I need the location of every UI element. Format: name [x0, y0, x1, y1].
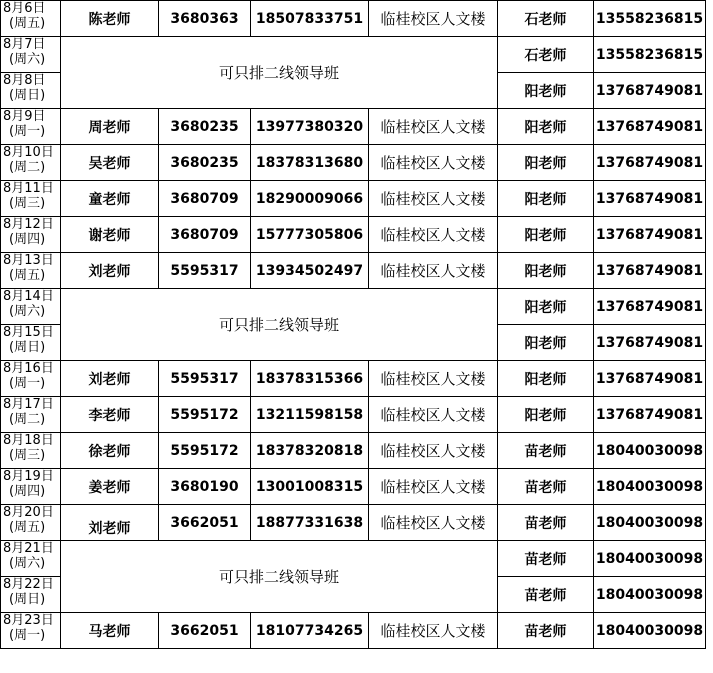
duty-teacher: 刘老师	[61, 361, 159, 397]
date-cell	[1, 289, 61, 325]
weekday-text: (周三)	[9, 448, 46, 463]
office-extension: 3662051	[159, 505, 251, 541]
mobile-phone: 15777305806	[251, 217, 369, 253]
leader-phone: 13768749081	[594, 181, 706, 217]
leader-phone: 13768749081	[594, 361, 706, 397]
mobile-phone: 13977380320	[251, 109, 369, 145]
leader-phone: 13558236815	[594, 1, 706, 37]
duty-teacher: 陈老师	[61, 1, 159, 37]
duty-teacher: 马老师	[61, 613, 159, 649]
date-text: 8月9日	[3, 109, 46, 124]
duty-teacher: 童老师	[61, 181, 159, 217]
leader-name: 阳老师	[498, 109, 594, 145]
date-text: 8月17日	[3, 397, 54, 412]
weekday-text: (周五)	[9, 16, 46, 31]
date-cell	[1, 325, 61, 361]
date-text: 8月12日	[3, 217, 54, 232]
duty-teacher: 刘老师	[61, 505, 159, 541]
leader-phone: 13768749081	[594, 109, 706, 145]
leader-phone: 18040030098	[594, 505, 706, 541]
leader-name: 阳老师	[498, 145, 594, 181]
date-text: 8月7日	[3, 37, 46, 52]
date-text: 8月21日	[3, 541, 54, 556]
merged-note: 可只排二线领导班	[61, 37, 498, 109]
date-cell	[1, 433, 61, 469]
leader-phone: 18040030098	[594, 613, 706, 649]
leader-phone: 18040030098	[594, 577, 706, 613]
office-extension: 3680190	[159, 469, 251, 505]
leader-phone: 18040030098	[594, 469, 706, 505]
weekday-text: (周四)	[9, 232, 46, 247]
duty-location: 临桂校区人文楼	[369, 109, 498, 145]
mobile-phone: 18378315366	[251, 361, 369, 397]
leader-name: 阳老师	[498, 325, 594, 361]
date-text: 8月10日	[3, 145, 54, 160]
date-text: 8月14日	[3, 289, 54, 304]
merged-note: 可只排二线领导班	[61, 541, 498, 613]
duty-location: 临桂校区人文楼	[369, 145, 498, 181]
leader-name: 阳老师	[498, 73, 594, 109]
mobile-phone: 13934502497	[251, 253, 369, 289]
office-extension: 3680235	[159, 145, 251, 181]
mobile-phone: 18107734265	[251, 613, 369, 649]
weekday-text: (周一)	[9, 124, 46, 139]
weekday-text: (周四)	[9, 484, 46, 499]
table-row	[1, 505, 706, 541]
leader-name: 石老师	[498, 1, 594, 37]
office-extension: 5595317	[159, 361, 251, 397]
table-row	[1, 145, 706, 181]
office-extension: 3680235	[159, 109, 251, 145]
duty-location: 临桂校区人文楼	[369, 397, 498, 433]
leader-name: 苗老师	[498, 433, 594, 469]
duty-location: 临桂校区人文楼	[369, 433, 498, 469]
office-extension: 3680363	[159, 1, 251, 37]
weekday-text: (周一)	[9, 628, 46, 643]
date-cell	[1, 613, 61, 649]
leader-phone: 13768749081	[594, 253, 706, 289]
table-row	[1, 433, 706, 469]
office-extension: 5595172	[159, 397, 251, 433]
table-row	[1, 541, 706, 577]
leader-name: 阳老师	[498, 397, 594, 433]
weekday-text: (周五)	[9, 268, 46, 283]
leader-phone: 13768749081	[594, 73, 706, 109]
office-extension: 3680709	[159, 181, 251, 217]
duty-teacher: 刘老师	[61, 253, 159, 289]
date-cell	[1, 37, 61, 73]
leader-name: 阳老师	[498, 181, 594, 217]
date-text: 8月19日	[3, 469, 54, 484]
leader-phone: 13768749081	[594, 145, 706, 181]
leader-phone: 18040030098	[594, 541, 706, 577]
date-cell	[1, 73, 61, 109]
date-cell	[1, 469, 61, 505]
leader-name: 苗老师	[498, 613, 594, 649]
date-text: 8月8日	[3, 73, 46, 88]
mobile-phone: 13211598158	[251, 397, 369, 433]
office-extension: 3662051	[159, 613, 251, 649]
leader-name: 阳老师	[498, 253, 594, 289]
weekday-text: (周一)	[9, 376, 46, 391]
date-text: 8月15日	[3, 325, 54, 340]
duty-location: 临桂校区人文楼	[369, 613, 498, 649]
table-row	[1, 217, 706, 253]
leader-name: 苗老师	[498, 577, 594, 613]
duty-teacher: 徐老师	[61, 433, 159, 469]
leader-phone: 13768749081	[594, 325, 706, 361]
merged-note: 可只排二线领导班	[61, 289, 498, 361]
leader-phone: 18040030098	[594, 433, 706, 469]
duty-location: 临桂校区人文楼	[369, 217, 498, 253]
table-row	[1, 109, 706, 145]
leader-name: 苗老师	[498, 469, 594, 505]
duty-teacher: 吴老师	[61, 145, 159, 181]
leader-name: 阳老师	[498, 361, 594, 397]
date-cell	[1, 181, 61, 217]
mobile-phone: 18877331638	[251, 505, 369, 541]
date-text: 8月13日	[3, 253, 54, 268]
date-text: 8月18日	[3, 433, 54, 448]
date-cell	[1, 217, 61, 253]
table-row	[1, 1, 706, 37]
date-cell	[1, 361, 61, 397]
office-extension: 5595317	[159, 253, 251, 289]
date-cell	[1, 145, 61, 181]
date-cell	[1, 109, 61, 145]
table-row	[1, 181, 706, 217]
table-row	[1, 397, 706, 433]
weekday-text: (周日)	[9, 340, 46, 355]
table-row	[1, 613, 706, 649]
duty-location: 临桂校区人文楼	[369, 361, 498, 397]
duty-teacher: 姜老师	[61, 469, 159, 505]
weekday-text: (周二)	[9, 412, 46, 427]
leader-phone: 13558236815	[594, 37, 706, 73]
schedule-body	[1, 1, 706, 649]
table-row	[1, 289, 706, 325]
table-row	[1, 253, 706, 289]
leader-phone: 13768749081	[594, 289, 706, 325]
mobile-phone: 18378313680	[251, 145, 369, 181]
leader-name: 苗老师	[498, 505, 594, 541]
weekday-text: (周六)	[9, 556, 46, 571]
date-text: 8月11日	[3, 181, 54, 196]
mobile-phone: 18378320818	[251, 433, 369, 469]
duty-teacher: 李老师	[61, 397, 159, 433]
table-row	[1, 37, 706, 73]
weekday-text: (周二)	[9, 160, 46, 175]
duty-location: 临桂校区人文楼	[369, 1, 498, 37]
duty-teacher: 周老师	[61, 109, 159, 145]
weekday-text: (周日)	[9, 88, 46, 103]
leader-phone: 13768749081	[594, 217, 706, 253]
leader-name: 阳老师	[498, 217, 594, 253]
weekday-text: (周日)	[9, 592, 46, 607]
date-text: 8月6日	[3, 1, 46, 16]
mobile-phone: 18507833751	[251, 1, 369, 37]
leader-name: 苗老师	[498, 541, 594, 577]
table-row	[1, 469, 706, 505]
duty-location: 临桂校区人文楼	[369, 253, 498, 289]
leader-phone: 13768749081	[594, 397, 706, 433]
date-cell	[1, 397, 61, 433]
date-cell	[1, 577, 61, 613]
date-cell	[1, 541, 61, 577]
duty-location: 临桂校区人文楼	[369, 505, 498, 541]
date-text: 8月23日	[3, 613, 54, 628]
mobile-phone: 18290009066	[251, 181, 369, 217]
table-row	[1, 361, 706, 397]
weekday-text: (周五)	[9, 520, 46, 535]
office-extension: 5595172	[159, 433, 251, 469]
date-text: 8月22日	[3, 577, 54, 592]
weekday-text: (周三)	[9, 196, 46, 211]
duty-teacher: 谢老师	[61, 217, 159, 253]
date-cell	[1, 1, 61, 37]
leader-name: 石老师	[498, 37, 594, 73]
mobile-phone: 13001008315	[251, 469, 369, 505]
weekday-text: (周六)	[9, 52, 46, 67]
date-text: 8月20日	[3, 505, 54, 520]
office-extension: 3680709	[159, 217, 251, 253]
date-text: 8月16日	[3, 361, 54, 376]
duty-location: 临桂校区人文楼	[369, 469, 498, 505]
weekday-text: (周六)	[9, 304, 46, 319]
leader-name: 阳老师	[498, 289, 594, 325]
date-cell	[1, 253, 61, 289]
duty-location: 临桂校区人文楼	[369, 181, 498, 217]
date-cell	[1, 505, 61, 541]
